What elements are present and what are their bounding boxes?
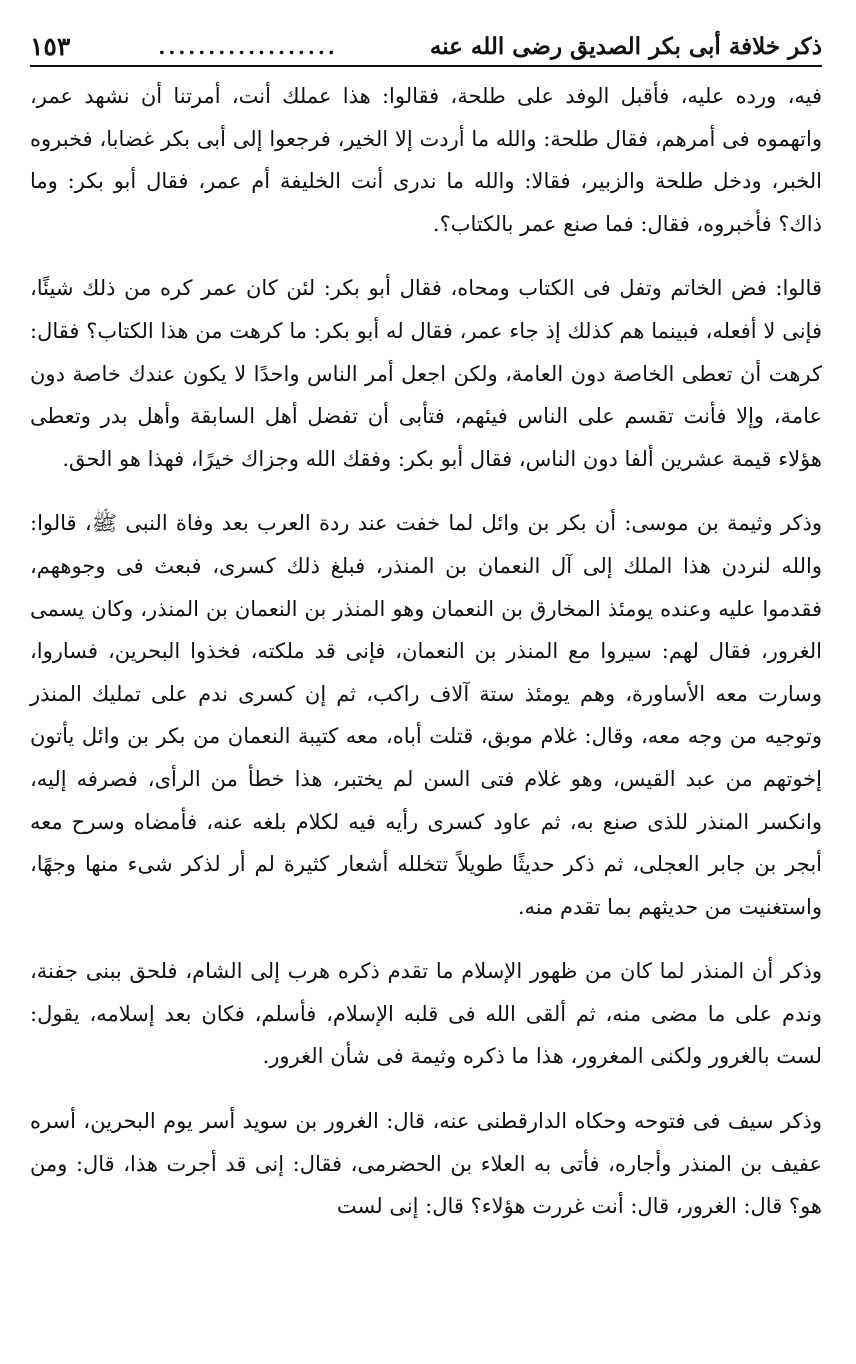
paragraph-3: وذكر وثيمة بن موسى: أن بكر بن وائل لما خفت عند ردة العرب بعد وفاة النبى ﷺ، قالوا: والله لنردن هذا الملك إلى آل النعمان بن المنذر، فبلغ ذلك كسرى، فبعث فى وجوههم، فقدموا عليه وعنده يومئذ المخارق بن النعمان وهو المنذر بن النعمان بن المنذر، وكان يسمى الغرور، فقال لهم: سيروا مع المنذر بن النعمان، فإنى قد ملكته، فخذوا البحرين، فساروا، وسارت معه الأساورة، وهم يومئذ ستة آلاف راكب، ثم إن كسرى ندم على تمليك المنذر وتوجيه من وجه معه، وقال: غلام موبق، قتلت أباه، معه كتيبة النعمان من بكر بن وائل يأتون إخوتهم من عبد القيس، وهو غلام فتى السن لم يختبر، هذا خطأ من الرأى، فصرفه إليه، وانكسر المنذر للذى صنع به، ثم عاود كسرى رأيه فيه لكلام بلغه عنه، فأمضاه وسرح معه أبجر بن جابر العجلى، ثم ذكر حديثًا طويلاً تتخلله أشعار كثيرة لم أر لذكر شىء منها وجهًا، واستغنيت من حديثهم بما تقدم منه. <box>30 511 822 919</box>
paragraph-1: فيه، ورده عليه، فأقبل الوفد على طلحة، فقالوا: هذا عملك أنت، أمرتنا أن نشهد عمر، واتهموه فى أمرهم، فقال طلحة: والله ما أردت إلا الخير، فرجعوا إلى أبى بكر غضابا، فخبروه الخبر، ودخل طلحة والزبير، فقالا: والله ما ندرى أنت الخليفة أم عمر، فقال أبو بكر: وما ذاك؟ فأخبروه، فقال: فما صنع عمر بالكتاب؟. <box>30 84 822 236</box>
dotted-leader: .................. <box>158 35 338 59</box>
running-title: ذكر خلافة أبى بكر الصديق رضى الله عنه <box>429 33 822 60</box>
paragraph-5: وذكر سيف فى فتوحه وحكاه الدارقطنى عنه، قال: الغرور بن سويد أسر يوم البحرين، أسره عفيف بن المنذر وأجاره، فأتى به العلاء بن الحضرمى، فقال: إنى قد أجرت هذا، قال: ومن هو؟ قال: الغرور، قال: أنت غررت هؤلاء؟ قال: إنى لست <box>30 1109 822 1219</box>
paragraph-4: وذكر أن المنذر لما كان من ظهور الإسلام ما تقدم ذكره هرب إلى الشام، فلحق ببنى جفنة، وندم على ما مضى منه، ثم ألقى الله فى قلبه الإسلام، فأسلم، فكان بعد إسلامه، يقول: لست بالغرور ولكنى المغرور، هذا ما ذكره وثيمة فى شأن الغرور. <box>30 959 822 1069</box>
body-text <box>30 75 822 1228</box>
header-rule <box>30 65 822 67</box>
paragraph-2: قالوا: فض الخاتم وتفل فى الكتاب ومحاه، فقال أبو بكر: لئن كان عمر كره من ذلك شيئًا، فإنى لا أفعله، فبينما هم كذلك إذ جاء عمر، فقال له أبو بكر: ما كرهت من هذا الكتاب؟ فقال: كرهت أن تعطى الخاصة دون العامة، ولكن اجعل أمر الناس واحدًا لا يكون عندك خاصة دون عامة، وإلا فأنت تقسم على الناس فيئهم، فتأبى أن تفضل أهل السابقة وأهل بدر وتعطى هؤلاء قيمة عشرين ألفا دون الناس، فقال أبو بكر: وفقك الله وجزاك خيرًا، فهذا هو الحق. <box>30 276 822 471</box>
running-header <box>30 18 822 62</box>
page-number: ١٥٣ <box>30 32 71 61</box>
